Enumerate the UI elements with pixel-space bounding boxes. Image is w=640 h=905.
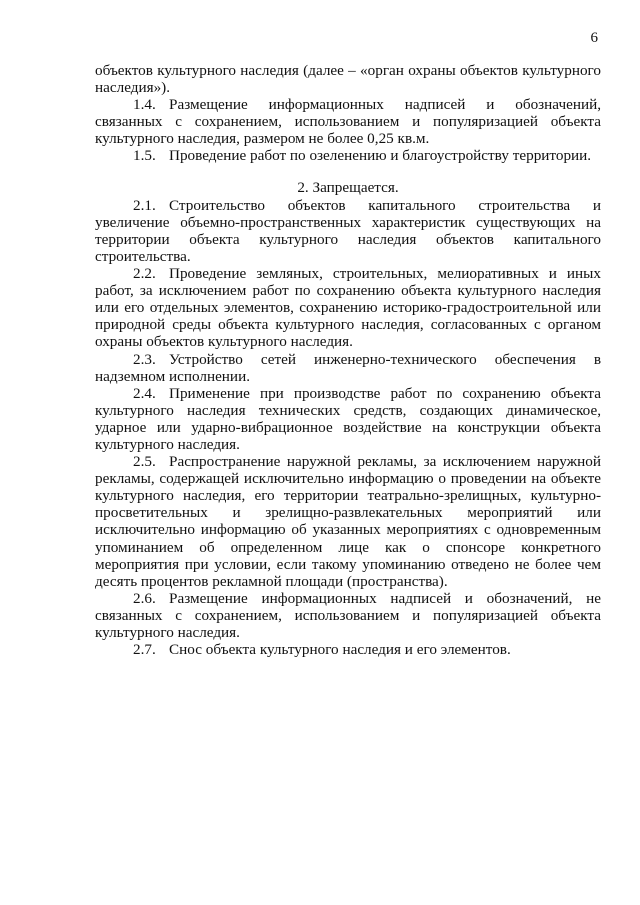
clause-1-5 (95, 147, 601, 164)
clause-text: Проведение земляных, строительных, мелиоративных и иных работ, за исключением работ по сохранению объекта культурного наследия или его отдельных элементов, сохранению историко-градостроительной или природной среды объекта культурного наследия, согласованных с органом охраны объектов культурного наследия. (95, 265, 601, 351)
clause-text: Устройство сетей инженерно-технического обеспечения в надземном исполнении. (95, 350, 601, 385)
clause-number: 2.7. (133, 641, 156, 659)
section-2-list (95, 197, 601, 659)
clause-number: 2.2. (133, 265, 156, 283)
clause-number: 2.4. (133, 384, 156, 402)
clause-text: Размещение информационных надписей и обозначений, не связанных с сохранением, использованием и популяризацией объекта культурного наследия. (95, 589, 601, 641)
clause-2-2 (95, 265, 601, 350)
clause-text: Проведение работ по озеленению и благоустройству территории. (169, 147, 592, 165)
clause-2-6 (95, 590, 601, 641)
document-body (95, 62, 601, 658)
clause-text: Снос объекта культурного наследия и его элементов. (169, 641, 511, 659)
section-2-heading: 2. Запрещается. (297, 178, 399, 196)
section-1-list (95, 96, 601, 164)
clause-number: 2.6. (133, 589, 156, 607)
clause-2-4 (95, 385, 601, 453)
clause-number: 2.3. (133, 350, 156, 368)
clause-2-1 (95, 197, 601, 265)
page-number: 6 (590, 30, 598, 46)
clause-number: 2.1. (133, 196, 156, 214)
clause-number: 1.5. (133, 147, 156, 165)
clause-2-5 (95, 453, 601, 590)
clause-number: 2.5. (133, 453, 156, 471)
clause-number: 1.4. (133, 96, 156, 114)
clause-1-4 (95, 96, 601, 147)
clause-2-7 (95, 641, 601, 658)
intro-paragraph: объектов культурного наследия (далее – «орган охраны объектов культурного наследия»). (95, 62, 601, 97)
clause-text: Применение при производстве работ по сохранению объекта культурного наследия технических средств, создающих динамическое, ударное или ударно-вибрационное воздействие на конструкции объекта культурного наследия. (95, 384, 601, 453)
clause-text: Размещение информационных надписей и обозначений, связанных с сохранением, использованием и популяризацией объекта культурного наследия, размером не более 0,25 кв.м. (95, 96, 601, 148)
clause-2-3 (95, 351, 601, 385)
clause-text: Распространение наружной рекламы, за исключением наружной рекламы, содержащей исключительно информацию о проведении на объекте культурного наследия, его территории театрально-зрелищных, культурно-просветительных и зрелищно-развлекательных мероприятий или исключительно информацию об указанных мероприятиях с одновременным упоминанием об определенном лице как о спонсоре конкретного мероприятия при условии, если такому упоминанию отведено не более чем десять процентов рекламной площади (пространства). (95, 453, 601, 590)
clause-text: Строительство объектов капитального строительства и увеличение объемно-пространственных характеристик существующих на территории объекта культурного наследия объектов капитального строительства. (95, 196, 601, 265)
